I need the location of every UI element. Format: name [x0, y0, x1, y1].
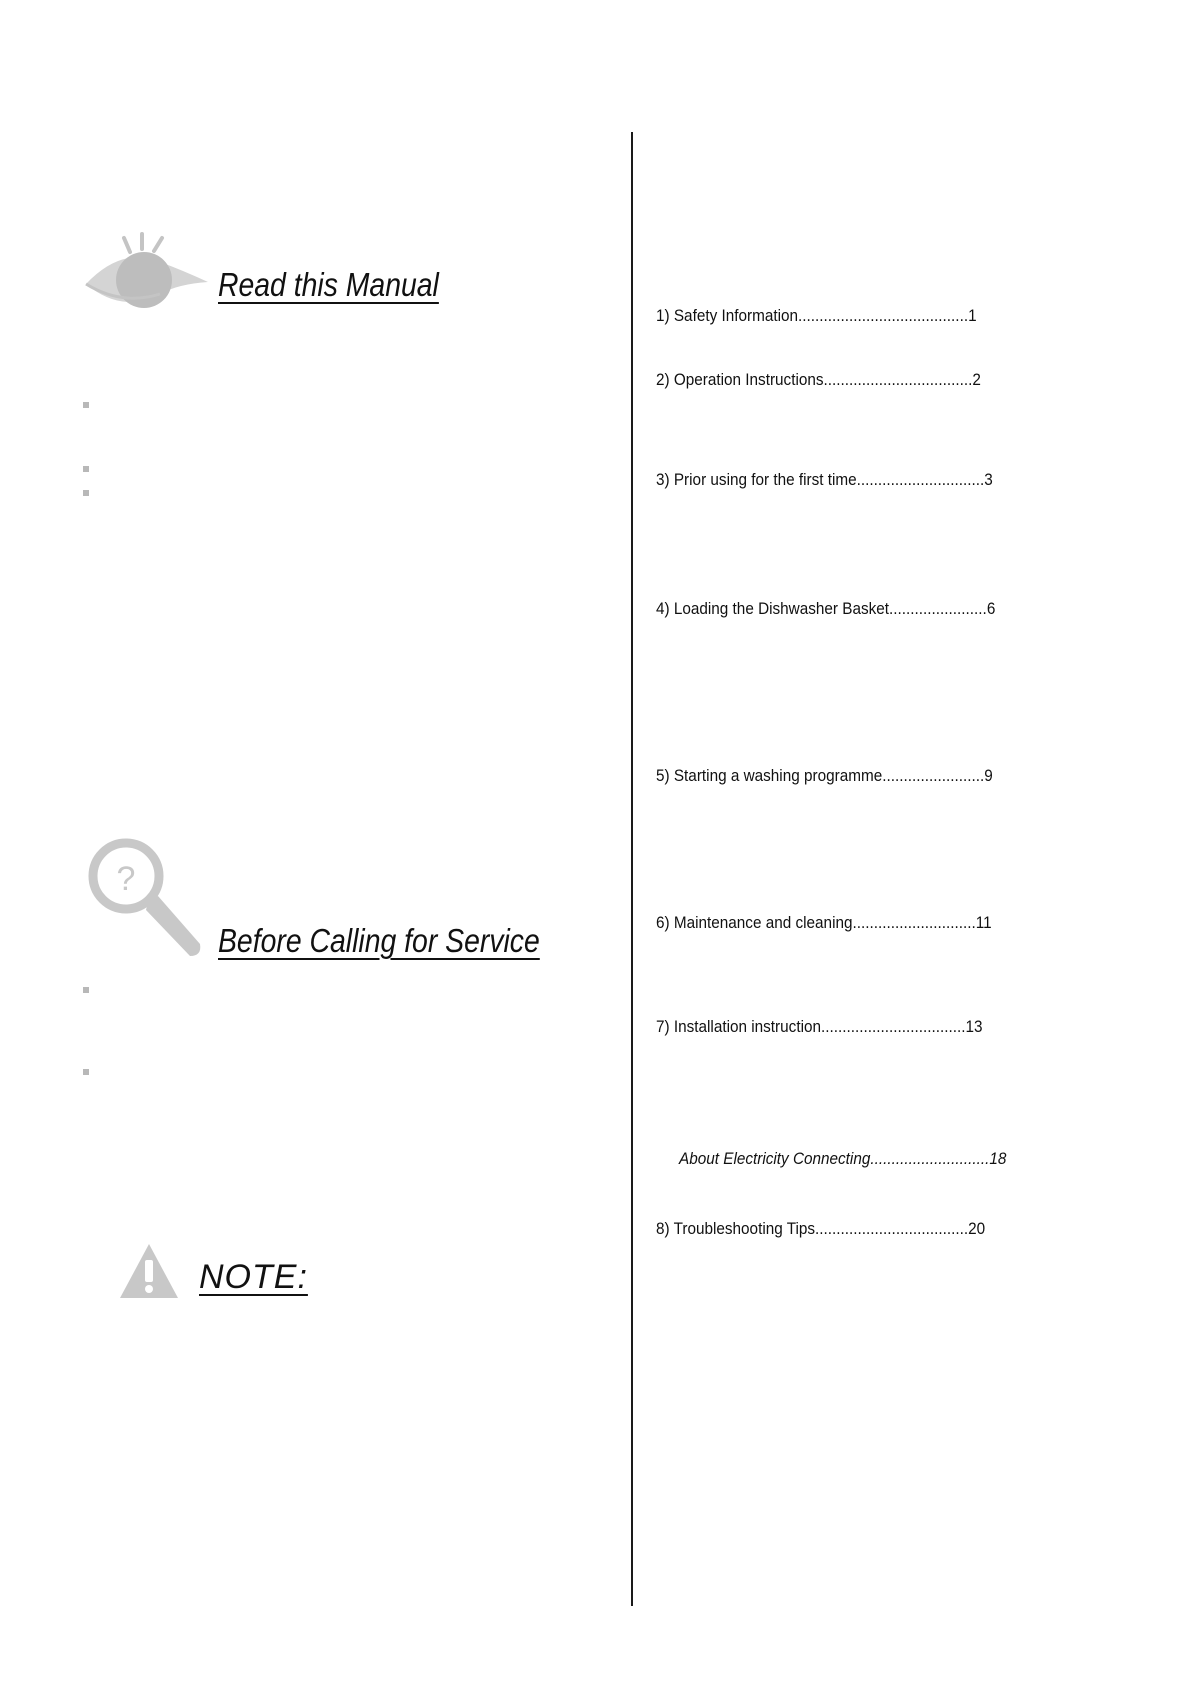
toc-item-programme	[656, 766, 993, 786]
toc-item-first-use	[656, 470, 993, 490]
toc-page: 20	[968, 1219, 986, 1238]
magnifier-question-icon	[86, 836, 206, 962]
bullet-marker	[83, 490, 89, 496]
bullet-marker	[83, 466, 89, 472]
eye-icon	[82, 232, 212, 312]
toc-page: 9	[984, 766, 993, 785]
toc-label: 4) Loading the Dishwasher Basket	[656, 599, 890, 618]
toc-leader: ..............................	[856, 470, 985, 489]
toc-label: 3) Prior using for the first time	[656, 470, 857, 489]
toc-leader: ........................	[882, 766, 985, 785]
service-heading: Before Calling for Service	[218, 922, 540, 959]
bullet-marker	[83, 402, 89, 408]
toc-leader: .............................	[852, 913, 976, 932]
note-heading: NOTE:	[199, 1258, 308, 1296]
toc-item-loading	[656, 599, 995, 619]
toc-label: 6) Maintenance and cleaning	[656, 913, 853, 932]
toc-label: About Electricity Connecting	[679, 1149, 871, 1168]
toc-page: 2	[972, 370, 981, 389]
toc-page: 13	[965, 1017, 983, 1036]
toc-leader: ...................................	[823, 370, 973, 389]
toc-leader: ............................	[870, 1149, 990, 1168]
read-manual-heading: Read this Manual	[218, 266, 439, 303]
toc-leader: .......................	[889, 599, 987, 618]
toc-label: 7) Installation instruction	[656, 1017, 821, 1036]
toc-item-installation	[656, 1017, 983, 1037]
toc-label: 8) Troubleshooting Tips	[656, 1219, 816, 1238]
toc-leader: ....................................	[815, 1219, 969, 1238]
toc-item-safety	[656, 306, 977, 326]
warning-icon	[118, 1242, 180, 1300]
svg-text:?: ?	[116, 860, 136, 898]
toc-label: 5) Starting a washing programme	[656, 766, 883, 785]
bullet-marker	[83, 1069, 89, 1075]
toc-page: 11	[975, 913, 992, 932]
toc-page: 1	[968, 306, 977, 325]
toc-leader: ..................................	[820, 1017, 966, 1036]
toc-page: 3	[984, 470, 993, 489]
toc-item-operation	[656, 370, 981, 390]
toc-item-electricity	[679, 1149, 1006, 1169]
toc-leader: ........................................	[798, 306, 969, 325]
toc-item-maintenance	[656, 913, 992, 933]
toc-label: 2) Operation Instructions	[656, 370, 824, 389]
toc-label: 1) Safety Information	[656, 306, 799, 325]
column-divider	[631, 132, 633, 1606]
toc-page: 18	[989, 1149, 1007, 1168]
toc-item-troubleshooting	[656, 1219, 985, 1239]
toc-page: 6	[986, 599, 996, 618]
bullet-marker	[83, 987, 89, 993]
